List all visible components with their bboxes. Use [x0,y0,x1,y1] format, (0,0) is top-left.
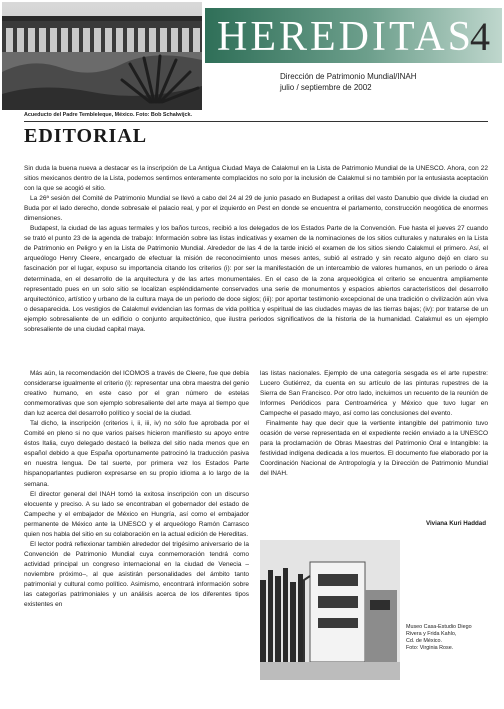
column-right [260,369,488,480]
photo-caption: Acueducto del Padre Tembleleque, México. Foto: Bob Schalwijck. [24,112,192,118]
column-paragraph: Finalmente hay que decir que la vertiente intangible del patrimonio tuvo ocasión de verse representada en el expediente recién enviado a la UNESCO para la proclamación de Obras Maestras del Patrimonio Oral e Intangible: la festividad indígena dedicada a los muertos. El documento fue elaborado por la Coordinación Nacional de Antropología y la Dirección de Patrimonio Mundial del INAH. [260,420,488,478]
column-paragraph: Tal dicho, la inscripción (criterios i, ii, iii, iv) no sólo fue aprobada por el Comité en pleno si no que varios países hicieron manifiesto su apoyo entre éstos Italia, cuyo delegado destacó la belleza del sitio nada menos que en español debido a que España oportunamente patrocinó la traducción pasiva en nuestra lengua. De tal suerte, por primera vez los Estados Parte hispanoparlantes pudieron expresarse en su propio idioma a lo largo de la semana. [24,420,249,488]
intro-paragraph: La 26ª sesión del Comité de Patrimonio Mundial se llevó a cabo del 24 al 29 de junio pasado en Budapest a orillas del vasto Danubio que divide la ciudad en Buda por el lado derecho, donde sobresale el palacio real, y por el izquierdo en Pest en donde se encuentra el parlamento, construcción neogótica de enormes dimensiones. [24,195,488,223]
masthead-title: HEREDITAS [217,14,474,60]
column-paragraph: las listas nacionales. Ejemplo de una categoría sesgada es el arte rupestre: Lucero Gutiérrez, da cuenta en su artículo de las pinturas rupestres de la Sierra de San Francisco. Por otro lado, incluimos un recuento de la reunión de Informes Periódicos para Centroamérica y México que tuvo lugar en Campeche el pasado mayo, así como las conclusiones del evento. [260,370,488,418]
museum-caption [406,624,496,652]
publisher: Dirección de Patrimonio Mundial/INAH [280,72,417,81]
column-left [24,369,249,610]
museum-caption-line: Rivera y Frida Kahlo, [406,631,457,637]
intro-text [24,164,488,335]
column-paragraph: El lector podrá reflexionar también alrededor del trigésimo aniversario de la Convención de Patrimonio Mundial cuya conmemoración tendrá como actividad principal un congreso internacional en la ciudad de Venecia –noviembre próximo–, al que asistirán personalidades del ámbito tanto patrimonial y cultural como político. Asimismo, encontrará información sobre las categorías patrimoniales y un análisis acerca de los diferentes tipos existentes en [24,540,249,609]
museum-caption-line: Museo Casa-Estudio Diego [406,624,472,630]
author-signature: Viviana Kuri Haddad [425,520,486,527]
museum-illustration [260,540,400,680]
aqueduct-illustration [2,2,202,110]
intro-paragraph: Sin duda la buena nueva a destacar es la inscripción de La Antigua Ciudad Maya de Calakmul en la Lista de Patrimonio Mundial de la UNESCO. Ahora, con 22 sitios mexicanos dentro de la Lista, podemos sentirnos enteramente complacidos no solo por la inclusión de Calakmul si no también por la entusiasta aceptación con la que se acogió el sitio. [24,165,488,193]
museum-caption-line: Foto: Virginia Rose. [406,645,454,651]
header-rule [24,121,488,122]
issue-date: julio / septiembre de 2002 [280,83,372,92]
issue-number: 4 [470,14,490,59]
museum-photo [260,540,400,680]
column-paragraph: Más aún, la recomendación del ICOMOS a través de Cleere, fue que debía considerarse igualmente el criterio (i): representar una obra maestra del genio creativo humano, en este caso por el gran número de estelas conmemorativas que son ejemplo sobresaliente del arte maya al tiempo que dan luz acerca del desarrollo político y social de la ciudad. [24,370,249,418]
section-heading: EDITORIAL [24,125,148,147]
museum-caption-line: Cd. de México. [406,638,442,644]
aqueduct-photo [2,2,202,110]
masthead-band [205,8,502,63]
intro-paragraph: Budapest, la ciudad de las aguas termales y los baños turcos, recibió a los delegados de los Estados Parte de la Convención. Fue hasta el jueves 27 cuando se trató el punto 23 de la agenda de trabajo: Información sobre las listas indicativas y examen de la nominaciones de los sitios culturales y naturales en la Lista de Patrimonio en Peligro y en la Lista de Patrimonio Mundial. Alrededor de las 4 de la tarde inició el examen de los sitios siendo Calakmul el primero. Así, el arqueólogo Henry Cleere, encargado de efectuar la misión de reconocimiento unos meses antes, subió al estrado y sin recato alguno dejó en claro su fascinación por el lugar, expuso su importancia citando los criterios (i): por ser la manifestación de un intercambio de valores humanos, en un periodo o área determinada, en el desarrollo de la arquitectura y de las artes monumentales. En el caso de la zona arqueológica el criterio se encuentra ampliamente representado pues en un solo sitio se localizan espléndidamente conservados una serie de monumentos y espacios abiertos característicos del desarrollo arquitectónico, artístico y urbano de la cultura maya de un periodo de doce siglos; (iii): por aportar testimonio excepcional de una tradición o civilización aún viva o desaparecida. Los vestigios de Calakmul evidencian las formas de vida política y espiritual de las ciudades mayas de las tierras bajas; (iv): por tratarse de un ejemplo sobresaliente de un edificio o conjunto arquitectónico, que ilustra periodos significativos de la historia de la humanidad. Calakmul es un ejemplo sobresaliente de una ciudad capital maya. [24,225,488,333]
masthead-subtitle [280,71,495,93]
column-paragraph: El director general del INAH tomó la exitosa inscripción con un discurso elocuente y preciso. A su lado se encontraban el gobernador del estado de Campeche y el embajador de México en Hungría, así como el embajador permanente de México ante la UNESCO y el arqueólogo Ramón Carrasco quien nos habla del sitio en su colaboración en la actual edición de Hereditas. [24,490,249,538]
